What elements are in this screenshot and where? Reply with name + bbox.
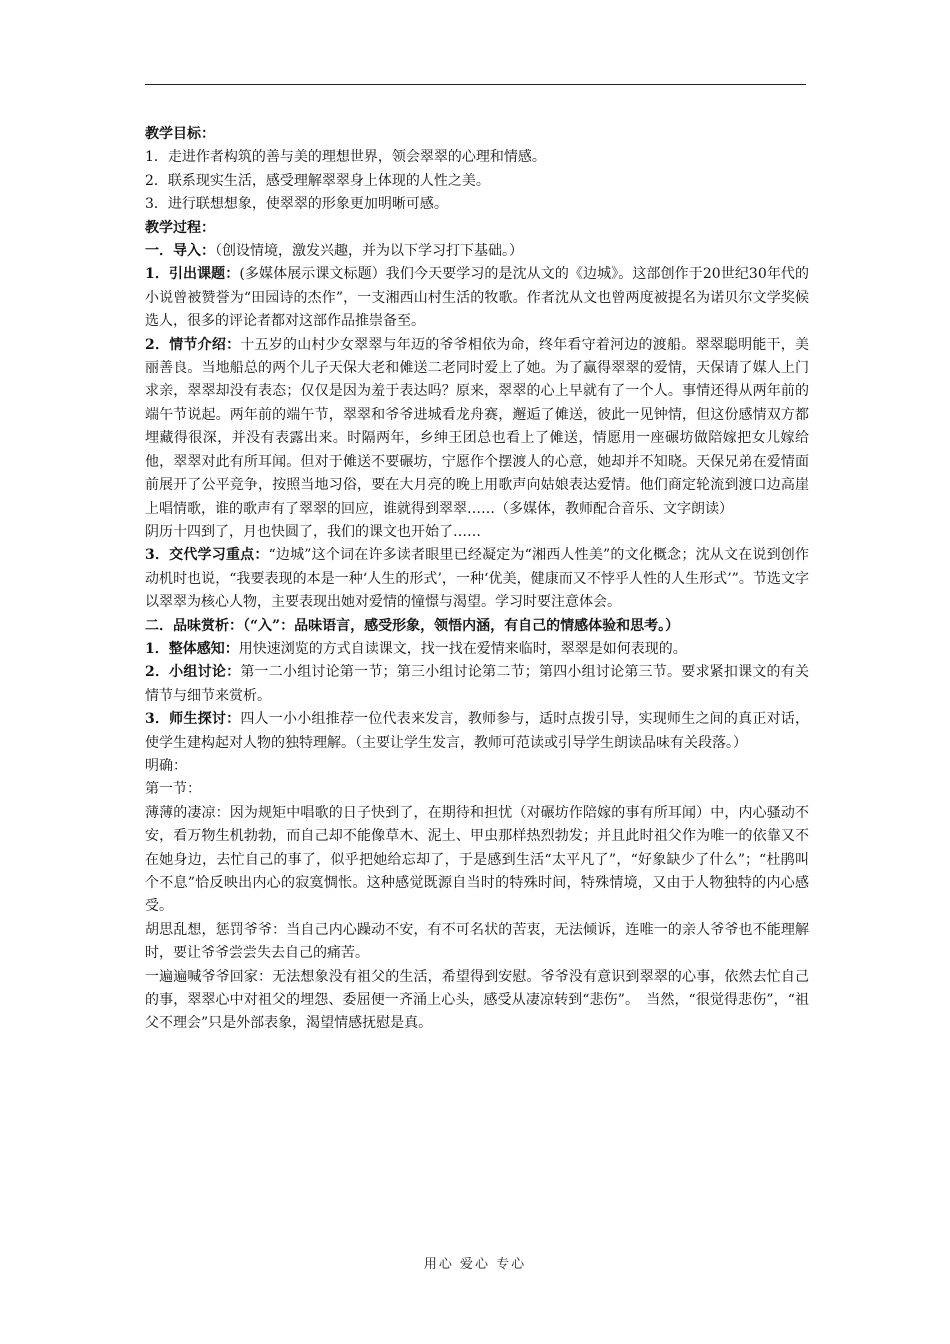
objective-item: 2．联系现实生活，感受理解翠翠身上体现的人性之美。 — [145, 172, 490, 189]
part1-step1 — [145, 263, 809, 333]
step-text: 第一二小组讨论第一节；第三小组讨论第二节；第四小组讨论第三节。要求紧扣课文的有关情节与细节来赏析。 — [145, 664, 810, 704]
part2-heading: 二．品味赏析：（“入”：品味语言，感受形象，领悟内涵，有自己的情感体验和思考。） — [145, 617, 680, 634]
step-text: 四人一小小组推荐一位代表来发言，教师参与，适时点拨引导，实现师生之间的真正对话，使学生建构起对人物的独特理解。（主要让学生发言，教师可范读或引导学生朗读品味有关段落。） — [145, 711, 810, 751]
analysis-paragraph: 薄薄的凄凉：因为规矩中唱歌的日子快到了，在期待和担忧（对碾坊作陪嫁的事有所耳闻）中，内心骚动不安，看万物生机勃勃，而自己却不能像草木、泥土、甲虫那样热烈勃发；并且此时祖父作为唯一的依靠又不在她身边，去忙自己的事了，似乎把她给忘却了，于是感到生活“太平凡了”，“好象缺少了什么”；“杜鹃叫个不息”恰反映出内心的寂寞惆怅。这种感觉既源自当时的特殊时间，特殊情境，又由于人物独特的内心感受。 — [145, 804, 809, 915]
part2-step2 — [145, 661, 809, 708]
step-label: 3．师生探讨： — [145, 711, 241, 728]
step-label: 1．整体感知： — [145, 640, 239, 657]
part1-heading: 一．导入： — [145, 243, 215, 260]
analysis-paragraph: 胡思乱想，惩罚爷爷：当自己内心躁动不安，有不可名状的苦衷，无法倾诉，连唯一的亲人爷爷也不能理解时，要让爷爷尝尝失去自己的痛苦。 — [145, 921, 809, 962]
analysis-paragraph: 一遍遍喊爷爷回家：无法想象没有祖父的生活，希望得到安慰。爷爷没有意识到翠翠的心事，依然去忙自己的事，翠翠心中对祖父的埋怨、委屈便一齐涌上心头，感受从凄凉转到“悲伤”。 当然，“很觉得悲伤”，“祖父不理会”只是外部表象，渴望情感抚慰是真。 — [145, 968, 809, 1032]
part1-step3 — [145, 544, 809, 614]
part2-step1 — [145, 638, 809, 661]
step-text: 十五岁的山村少女翠翠与年迈的爷爷相依为命，终年看守着河边的渡船。翠翠聪明能干，美丽善良。当地船总的两个儿子天保大老和傩送二老同时爱上了她。为了赢得翠翠的爱情，天保请了媒人上门求亲，翠翠却没有表态；仅仅是因为羞于表达吗？原来，翠翠的心上早就有了一个人。事情还得从两年前的端午节说起。两年前的端午节，翠翠和爷爷进城看龙舟赛，邂逅了傩送，彼此一见钟情，但这份感情双方都埋藏得很深，并没有表露出来。时隔两年，乡绅王团总也看上了傩送，情愿用一座碾坊做陪嫁把女儿嫁给他，翠翠对此有所耳闻。但对于傩送不要碾坊，宁愿作个摆渡人的心意，她却并不知晓。天保兄弟在爱情面前展开了公平竞争，按照当地习俗，要在大月亮的晚上用歌声向姑娘表达爱情。他们商定轮流到渡口边高崖上唱情歌，谁的歌声有了翠翠的回应，谁就得到翠翠……（多媒体，教师配合音乐、文字朗读） — [145, 336, 810, 517]
part2-step3 — [145, 708, 809, 755]
step-label: 2．情节介绍： — [145, 336, 241, 353]
step-text: 用快速浏览的方式自读课文，找一找在爱情来临时，翠翠是如何表现的。 — [238, 640, 687, 657]
step-text: (多媒体展示课文标题）我们今天要学习的是沈从文的《边城》。这部创作于20世纪30年代的小说曾被赞誉为“田园诗的杰作”，一支湘西山村生活的牧歌。作者沈从文也曾两度被提名为诺贝尔文学奖候选人，很多的评论者都对这部作品推崇备至。 — [145, 266, 810, 330]
bridge-sentence: 阴历十四到了，月也快圆了，我们的课文也开始了…… — [145, 523, 481, 540]
part1-note: （创设情境，激发兴趣，并为以下学习打下基础。） — [215, 243, 523, 260]
part1-heading-line — [145, 240, 809, 263]
page-footer: 用心 爱心 专心 — [423, 1257, 527, 1272]
part1-step2 — [145, 334, 809, 521]
step-label: 2．小组讨论： — [145, 664, 241, 681]
objective-item: 1．走进作者构筑的善与美的理想世界，领会翠翠的心理和情感。 — [145, 149, 546, 166]
section-label: 第一节： — [145, 781, 201, 798]
process-heading: 教学过程： — [145, 219, 215, 236]
step-label: 3．交代学习重点： — [145, 547, 269, 564]
header-rule — [145, 84, 806, 85]
objective-item: 3．进行联想想象，使翠翠的形象更加明晰可感。 — [145, 196, 448, 213]
objectives-heading: 教学目标： — [145, 126, 215, 142]
document-body — [145, 123, 809, 1036]
step-text: “边城”这个词在许多读者眼里已经凝定为“湘西人性美”的文化概念；沈从文在说到创作动机时也说，“我要表现的本是一种‘人生的形式’，一种‘优美，健康而又不悖乎人性的人生形式’”。节选文字以翠翠为核心人物，主要表现出她对爱情的憧憬与渴望。学习时要注意体会。 — [145, 547, 809, 611]
clarify-label: 明确： — [145, 757, 187, 774]
step-label: 1．引出课题： — [145, 266, 240, 283]
